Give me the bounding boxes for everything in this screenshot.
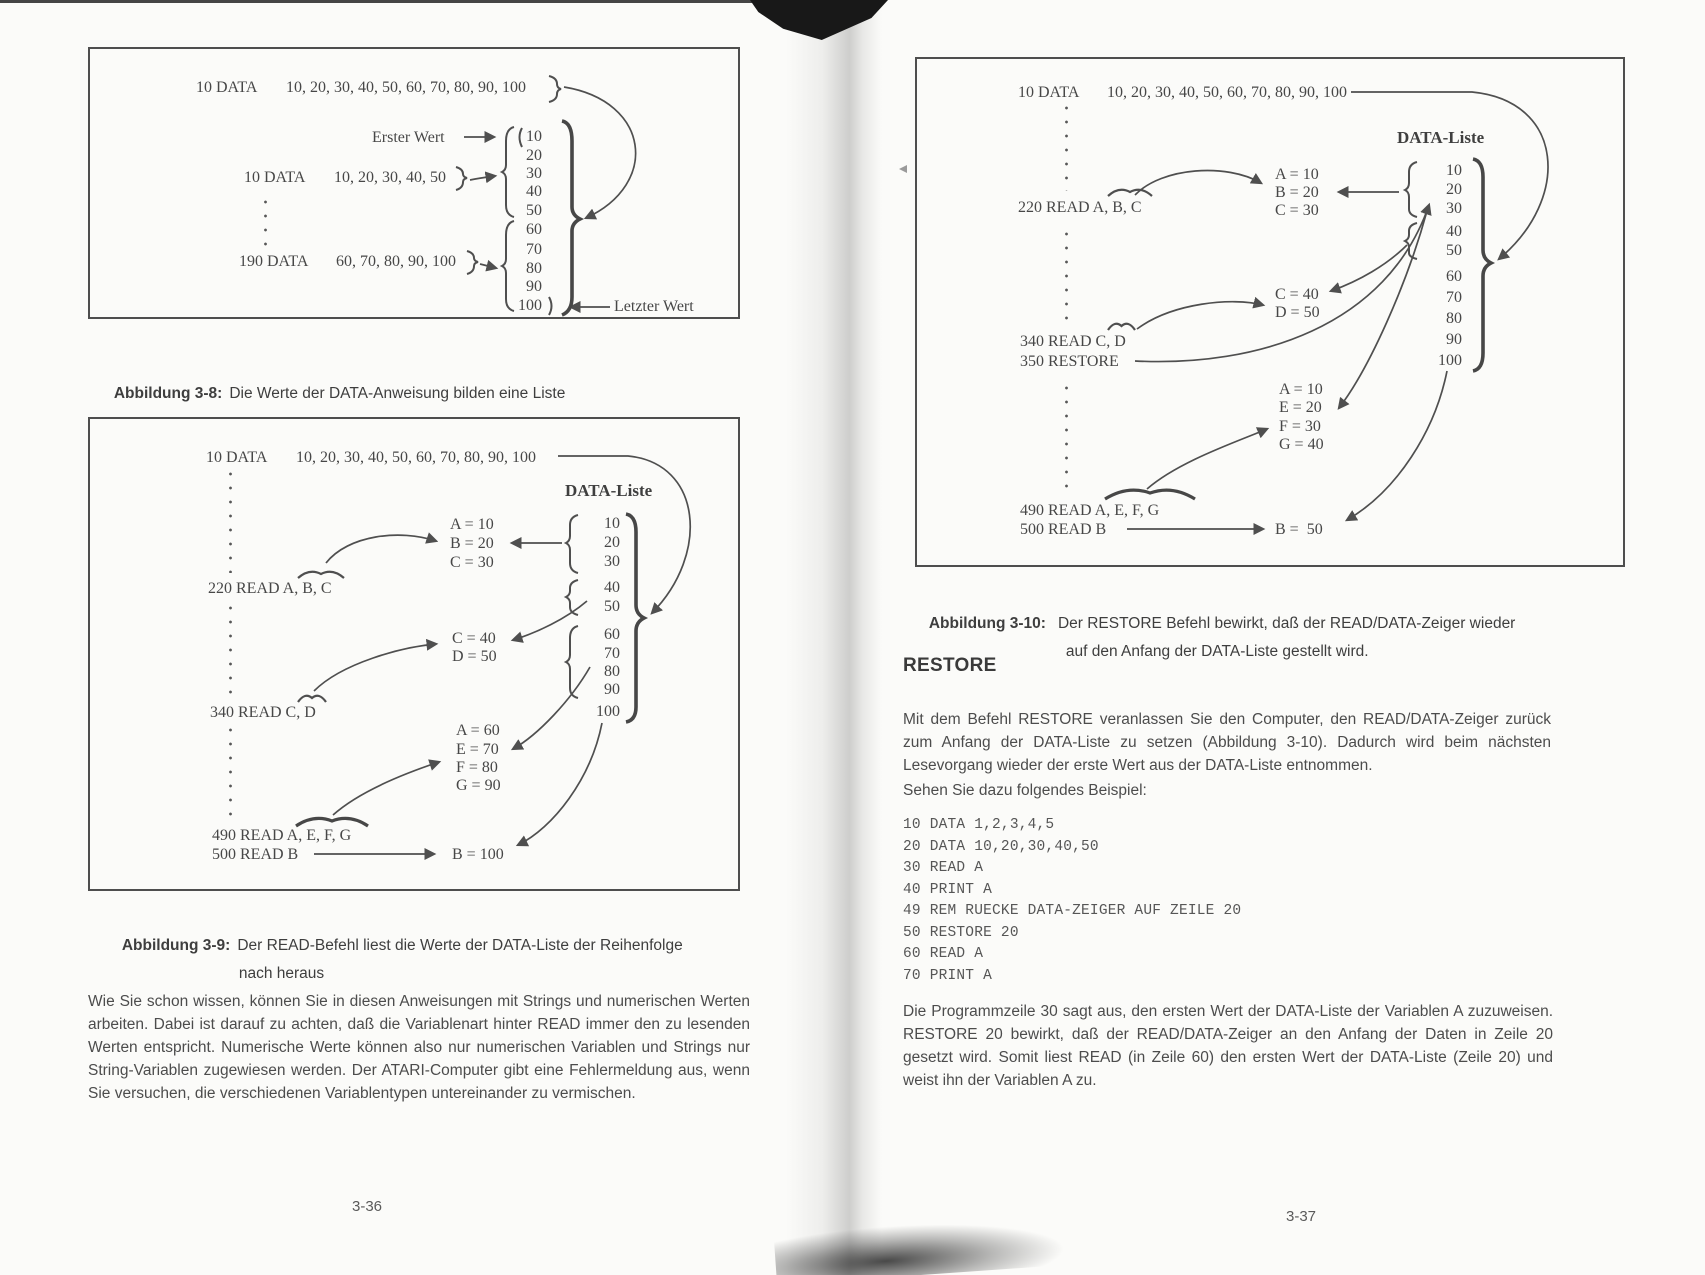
list-value: 80 (526, 260, 542, 277)
restore-heading: RESTORE (903, 655, 997, 676)
data-statement-values: 10, 20, 30, 40, 50 (334, 169, 446, 186)
data-statement-lineno: 190 DATA (239, 253, 309, 270)
list-value: 90 (1446, 331, 1462, 348)
read-statement: 500 READ B (212, 846, 299, 863)
list-value: 10 (604, 515, 620, 532)
code-line: 30 READ A (903, 860, 984, 876)
list-value: 80 (604, 663, 620, 680)
data-list-column (580, 419, 620, 889)
list-value: 60 (604, 626, 620, 643)
caption-label: Abbildung 3-8: (113, 385, 223, 402)
assignment: C = 40 (1275, 286, 1319, 303)
figure-3-10-box (915, 57, 1625, 567)
restore-statement: 350 RESTORE (1020, 353, 1119, 370)
list-value: 20 (604, 534, 620, 551)
assignment: F = 30 (1279, 418, 1321, 435)
assignment: C = 30 (450, 554, 494, 571)
code-line: 60 READ A (903, 946, 984, 962)
read-statement: 340 READ C, D (210, 704, 316, 721)
list-value: 10 (526, 128, 542, 145)
first-value-label: Erster Wert (372, 129, 445, 146)
explanation-paragraph: Die Programmzeile 30 sagt aus, den ersten Wert der DATA-Liste der Variablen A zuzuweisen. RESTORE 20 bewirkt, daß der READ/DATA-Zeiger an den Anfang der Daten in Zeile 20 gesetzt wird. Somit liest READ (in Zeile 60) den ersten Wert der DATA-Liste (Zeile 20) und weist ihn der Variablen A zu. (903, 1003, 1553, 1089)
list-value: 70 (1446, 289, 1462, 306)
caption-text: Der RESTORE Befehl bewirkt, daß der READ/DATA-Zeiger wieder (1057, 615, 1516, 632)
list-value: 30 (604, 553, 620, 570)
data-statement-values: 10, 20, 30, 40, 50, 60, 70, 80, 90, 100 (1107, 84, 1347, 101)
list-value: 60 (526, 221, 542, 238)
example-intro-line: Sehen Sie dazu folgendes Beispiel: (903, 782, 1147, 799)
list-value: 40 (1446, 223, 1462, 240)
assignment: C = 30 (1275, 202, 1319, 219)
left-body-paragraph: Wie Sie schon wissen, können Sie in diesen Anweisungen mit Strings und numerischen Werten arbeiten. Dabei ist darauf zu achten, daß die Variablenart hinter READ immer den zu lesenden Werten entspricht. Numerische Werte können also nur numerischen Variablen und Strings nur String-Variablen zugewiesen werden. Der ATARI-Computer gibt eine Fehlermeldung aus, wenn Sie versuchen, die verschiedenen Variablentypen untereinander zu vermischen. (88, 993, 750, 1102)
data-statement-lineno: 10 DATA (1018, 84, 1080, 101)
assignment: A = 60 (456, 722, 500, 739)
list-value: 100 (518, 297, 542, 314)
assignment: G = 40 (1279, 436, 1324, 453)
assignment: A = 10 (1275, 166, 1319, 183)
assignment: D = 50 (1275, 304, 1320, 321)
assignment: G = 90 (456, 777, 501, 794)
read-statement: 340 READ C, D (1020, 333, 1126, 350)
list-value: 20 (526, 147, 542, 164)
code-line: 70 PRINT A (903, 967, 993, 984)
assignment: A = 10 (450, 516, 494, 533)
assignment: F = 80 (456, 759, 498, 776)
list-value: 50 (1446, 242, 1462, 259)
read-statement: 490 READ A, E, F, G (212, 827, 352, 844)
caption-text: Die Werte der DATA-Anweisung bilden eine Liste (229, 385, 566, 402)
caption-label: Abbildung 3-9: (121, 937, 231, 954)
figure-3-10-caption-line2 (1040, 625, 1369, 679)
read-statement: 500 READ B (1020, 521, 1107, 538)
data-statement-lineno: 10 DATA (206, 449, 268, 466)
ellipsis-dots (229, 601, 232, 697)
data-liste-title: DATA-Liste (565, 481, 653, 500)
list-value: 50 (526, 202, 542, 219)
figure-3-8-caption (88, 367, 565, 421)
scan-edge-line (0, 0, 753, 3)
code-line: 20 DATA 10,20,30,40,50 (903, 838, 1099, 855)
ellipsis-dots (1065, 381, 1068, 494)
assignment: B = 50 (1275, 521, 1323, 538)
list-value: 70 (526, 241, 542, 258)
list-value: 90 (526, 278, 542, 295)
code-line: 49 REM RUECKE DATA-ZEIGER AUF ZEILE 20 (903, 903, 1242, 919)
list-value: 70 (604, 645, 620, 662)
assignment: B = 100 (452, 846, 504, 863)
caption-text: nach heraus (238, 965, 325, 982)
ellipsis-dots (1065, 101, 1068, 191)
list-value: 90 (604, 681, 620, 698)
data-statement-values: 10, 20, 30, 40, 50, 60, 70, 80, 90, 100 (296, 449, 536, 466)
figure-3-9-caption (96, 919, 683, 973)
figure-3-9-box (88, 417, 740, 891)
assignment: C = 40 (452, 630, 496, 647)
list-value: 20 (1446, 181, 1462, 198)
figure-3-10-arrows (917, 59, 1623, 565)
code-line: 40 PRINT A (903, 881, 993, 898)
assignment: E = 70 (456, 741, 499, 758)
data-list-column (502, 49, 542, 317)
ellipsis-dots (229, 467, 232, 573)
data-liste-title: DATA-Liste (1397, 128, 1485, 147)
data-statement-values: 10, 20, 30, 40, 50, 60, 70, 80, 90, 100 (286, 79, 526, 96)
book-gutter-shadow (786, 0, 882, 1275)
list-value: 10 (1446, 162, 1462, 179)
assignment: A = 10 (1279, 381, 1323, 398)
ellipsis-dots (1065, 227, 1068, 325)
list-value: 100 (1438, 352, 1462, 369)
read-statement: 220 READ A, B, C (1018, 199, 1142, 216)
assignment: B = 20 (1275, 184, 1319, 201)
data-list-column (1422, 59, 1462, 565)
restore-paragraph: Mit dem Befehl RESTORE veranlassen Sie den Computer, den READ/DATA-Zeiger zurück zum Anfang der DATA-Liste zu setzen (Abbildung 3-10). Dadurch wird beim nächsten Lesevorgang wieder der erste Wert aus der DATA-Liste entnommen. (903, 711, 1551, 774)
last-value-label: Letzter Wert (614, 298, 694, 315)
page-number-right: 3-37 (1286, 1208, 1317, 1225)
ellipsis-dots (229, 723, 232, 819)
assignment: D = 50 (452, 648, 497, 665)
code-line: 10 DATA 1,2,3,4,5 (903, 817, 1055, 833)
data-statement-lineno: 10 DATA (244, 169, 306, 186)
read-statement: 220 READ A, B, C (208, 580, 332, 597)
data-statement-lineno: 10 DATA (196, 79, 258, 96)
list-value: 30 (526, 165, 542, 182)
read-statement: 490 READ A, E, F, G (1020, 502, 1160, 519)
assignment: E = 20 (1279, 399, 1322, 416)
page-number-left: 3-36 (352, 1198, 383, 1215)
list-value: 50 (604, 598, 620, 615)
caption-text: auf den Anfang der DATA-Liste gestellt wird. (1065, 643, 1369, 660)
list-value: 30 (1446, 200, 1462, 217)
caption-text: Der READ-Befehl liest die Werte der DATA-Liste der Reihenfolge (237, 937, 683, 954)
code-line: 50 RESTORE 20 (903, 924, 1019, 941)
list-value: 80 (1446, 310, 1462, 327)
list-value: 60 (1446, 268, 1462, 285)
caption-label: Abbildung 3-10: (928, 615, 1046, 632)
ellipsis-dots (264, 195, 267, 251)
left-arrow-icon (899, 165, 907, 173)
code-listing (903, 815, 1241, 987)
list-value: 40 (604, 579, 620, 596)
figure-3-8-box (88, 47, 740, 319)
list-value: 100 (596, 703, 620, 720)
data-statement-values: 60, 70, 80, 90, 100 (336, 253, 456, 270)
assignment: B = 20 (450, 535, 494, 552)
list-value: 40 (526, 183, 542, 200)
